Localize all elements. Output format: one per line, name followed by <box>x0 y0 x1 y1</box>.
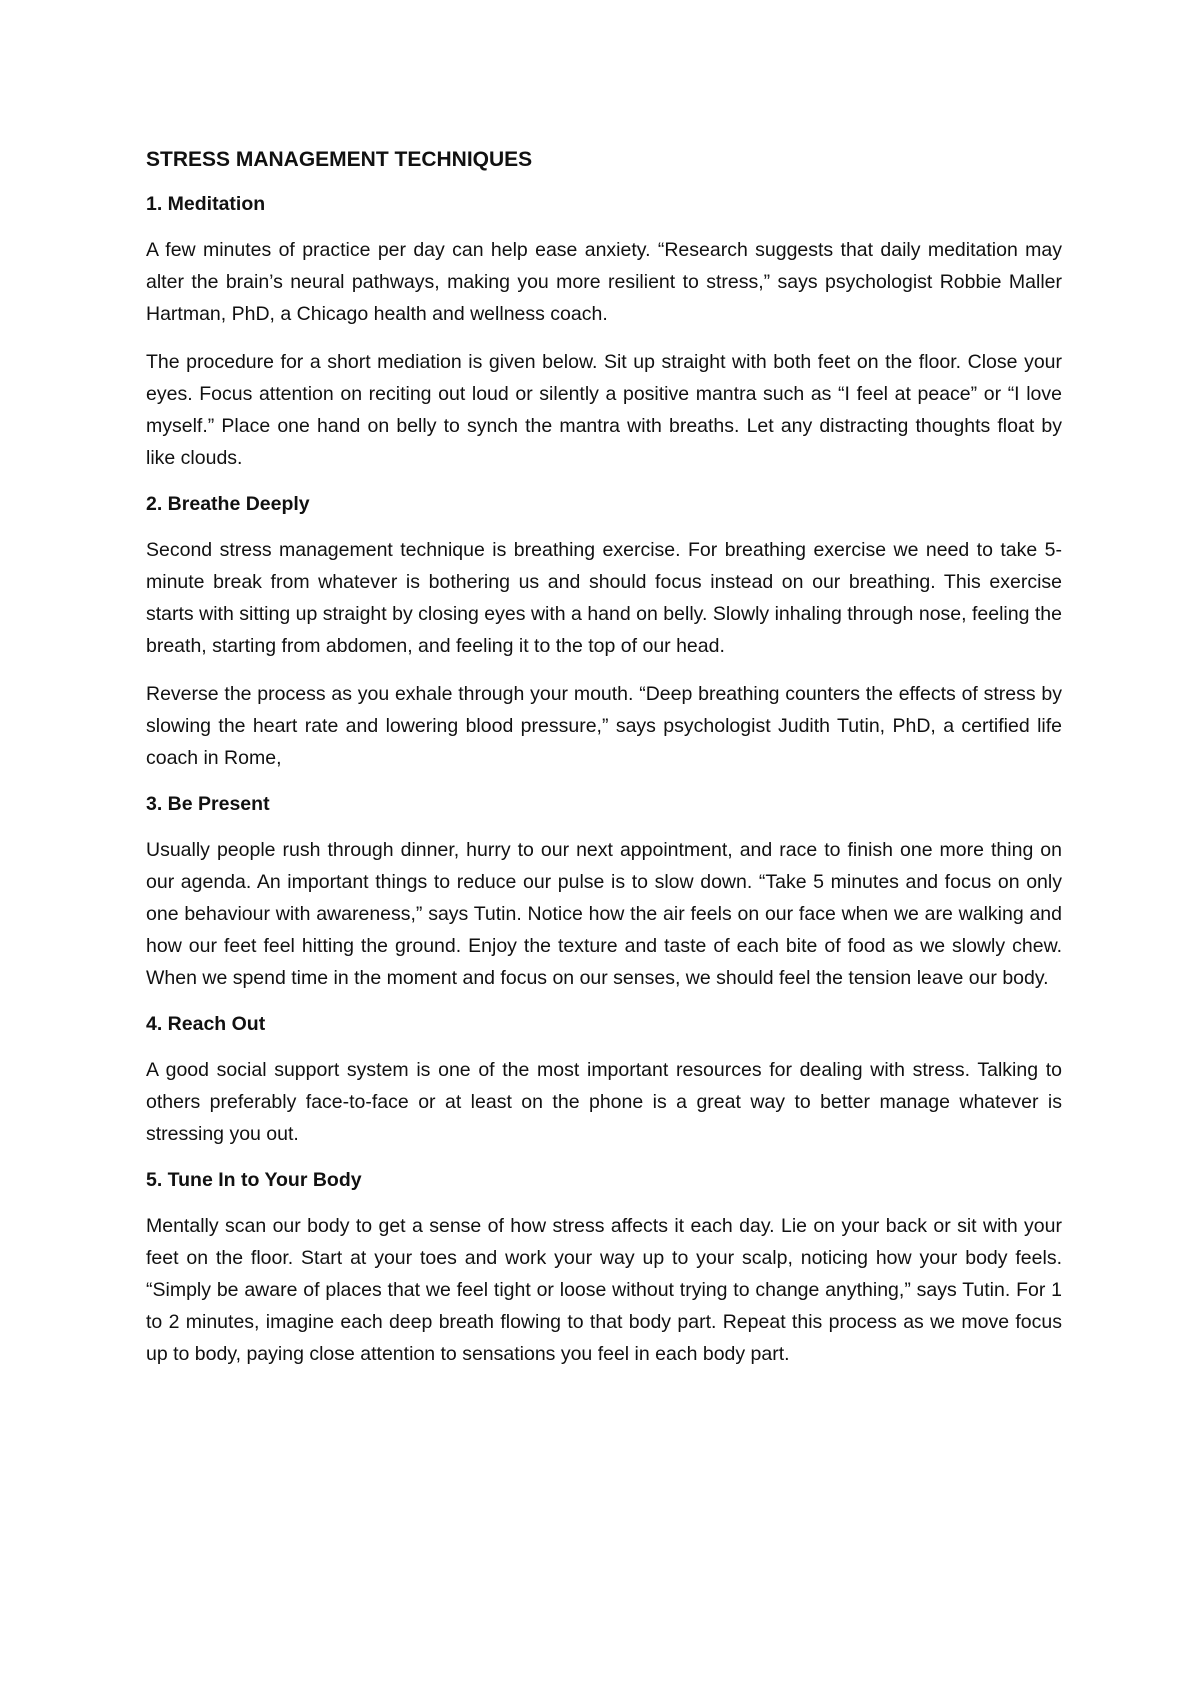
paragraph: A few minutes of practice per day can help ease anxiety. “Research suggests that daily meditation may alter the brain’s neural pathways, making you more resilient to stress,” says psychologist Robbie Maller Hartman, PhD, a Chicago health and wellness coach. <box>146 239 1062 325</box>
section-heading: 5. Tune In to Your Body <box>146 1169 362 1191</box>
section-be-present <box>146 790 1062 994</box>
paragraph: Second stress management technique is breathing exercise. For breathing exercise we need to take 5-minute break from whatever is bothering us and should focus instead on our breathing. This exercise starts with sitting up straight by closing eyes with a hand on belly. Slowly inhaling through nose, feeling the breath, starting from abdomen, and feeling it to the top of our head. <box>146 539 1062 657</box>
section-breathe-deeply <box>146 490 1062 774</box>
section-tune-in-to-your-body <box>146 1166 1062 1370</box>
paragraph: Usually people rush through dinner, hurry to our next appointment, and race to finish one more thing on our agenda. An important things to reduce our pulse is to slow down. “Take 5 minutes and focus on only one behaviour with awareness,” says Tutin. Notice how the air feels on our face when we are walking and how our feet feel hitting the ground. Enjoy the texture and taste of each bite of food as we slowly chew. When we spend time in the moment and focus on our senses, we should feel the tension leave our body. <box>146 839 1062 989</box>
paragraph: A good social support system is one of the most important resources for dealing with stress. Talking to others preferably face-to-face or at least on the phone is a great way to better manage whatever is stressing you out. <box>146 1059 1062 1145</box>
section-heading: 4. Reach Out <box>146 1013 266 1035</box>
document-title: STRESS MANAGEMENT TECHNIQUES <box>146 148 533 171</box>
section-heading: 3. Be Present <box>146 793 270 815</box>
paragraph: The procedure for a short mediation is given below. Sit up straight with both feet on the floor. Close your eyes. Focus attention on reciting out loud or silently a positive mantra such as “I feel at peace” or “I love myself.” Place one hand on belly to synch the mantra with breaths. Let any distracting thoughts float by like clouds. <box>146 351 1062 469</box>
section-heading: 1. Meditation <box>146 193 266 215</box>
paragraph: Reverse the process as you exhale through your mouth. “Deep breathing counters the effects of stress by slowing the heart rate and lowering blood pressure,” says psychologist Judith Tutin, PhD, a certified life coach in Rome, <box>146 683 1062 769</box>
section-meditation <box>146 190 1062 474</box>
section-reach-out <box>146 1010 1062 1150</box>
section-heading: 2. Breathe Deeply <box>146 493 310 515</box>
document-page <box>146 146 1062 1386</box>
paragraph: Mentally scan our body to get a sense of how stress affects it each day. Lie on your back or sit with your feet on the floor. Start at your toes and work your way up to your scalp, noticing how your body feels. “Simply be aware of places that we feel tight or loose without trying to change anything,” says Tutin. For 1 to 2 minutes, imagine each deep breath flowing to that body part. Repeat this process as we move focus up to body, paying close attention to sensations you feel in each body part. <box>146 1215 1062 1365</box>
